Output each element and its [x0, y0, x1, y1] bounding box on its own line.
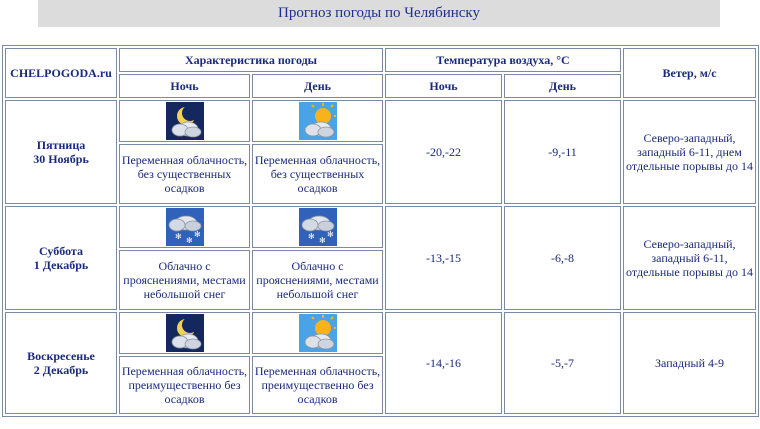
date: 2 Декабрь [33, 363, 89, 377]
moon-cloud-icon [166, 102, 204, 140]
header-night-weather: Ночь [119, 74, 250, 98]
weekday: Суббота [39, 244, 83, 258]
forecast-table [2, 45, 759, 417]
sun-cloud-icon [299, 314, 337, 352]
day-icon-cell [252, 312, 383, 354]
day-icon-cell [252, 206, 383, 248]
day-icon-cell [252, 100, 383, 142]
temp-day: -9,-11 [504, 100, 621, 204]
site-label: CHELPOGODA.ru [5, 48, 117, 98]
date: 1 Декабрь [33, 258, 89, 272]
weekday: Воскресенье [27, 349, 95, 363]
day-description: Облачно с прояснениями, местами небольшой снег [252, 250, 383, 310]
temp-day: -5,-7 [504, 312, 621, 414]
svg-text:✻: ✻ [193, 230, 201, 239]
temp-night: -13,-15 [385, 206, 502, 310]
temp-night: -14,-16 [385, 312, 502, 414]
day-description: Переменная облачность, без существенных осадков [252, 144, 383, 204]
header-night-temp: Ночь [385, 74, 502, 98]
day-label [5, 206, 117, 310]
wind: Северо-западный, западный 6-11, отдельные порывы до 14 [623, 206, 756, 310]
wind: Западный 4-9 [623, 312, 756, 414]
night-description: Переменная облачность, без существенных осадков [119, 144, 250, 204]
wind: Северо-западный, западный 6-11, днем отдельные порывы до 14 [623, 100, 756, 204]
night-icon-cell [119, 312, 250, 354]
svg-text:✻: ✻ [185, 236, 193, 245]
weekday: Пятница [36, 138, 86, 152]
svg-text:✻: ✻ [318, 236, 326, 245]
svg-text:✻: ✻ [174, 232, 182, 241]
svg-text:✻: ✻ [326, 230, 334, 239]
header-day-temp: День [504, 74, 621, 98]
temp-day: -6,-8 [504, 206, 621, 310]
night-icon-cell [119, 100, 250, 142]
moon-cloud-icon [166, 314, 204, 352]
header-weather: Характеристика погоды [119, 48, 383, 72]
cloud-snow-icon [299, 208, 337, 246]
day-description: Переменная облачность, преимущественно без осадков [252, 356, 383, 414]
page-title: Прогноз погоды по Челябинску [38, 0, 720, 27]
header-wind: Ветер, м/с [623, 48, 756, 98]
sun-cloud-icon [299, 102, 337, 140]
header-temperature: Температура воздуха, °C [385, 48, 621, 72]
day-label [5, 100, 117, 204]
night-icon-cell [119, 206, 250, 248]
day-label [5, 312, 117, 414]
svg-text:✻: ✻ [307, 232, 315, 241]
cloud-snow-icon [166, 208, 204, 246]
date: 30 Ноябрь [33, 152, 89, 166]
header-day-weather: День [252, 74, 383, 98]
night-description: Переменная облачность, преимущественно без осадков [119, 356, 250, 414]
temp-night: -20,-22 [385, 100, 502, 204]
night-description: Облачно с прояснениями, местами небольшой снег [119, 250, 250, 310]
